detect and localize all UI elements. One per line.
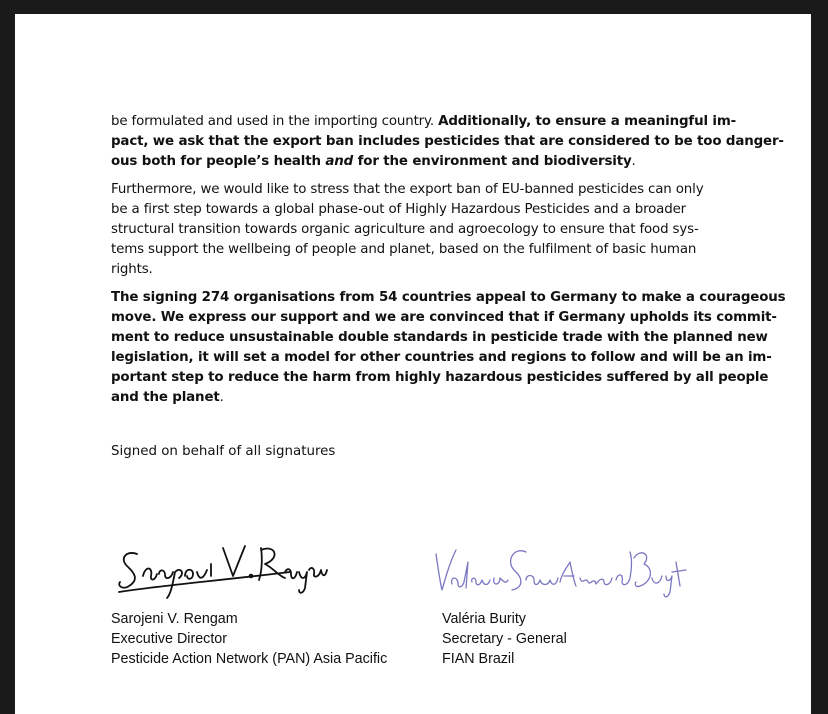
text-line [111, 260, 716, 280]
signatory-name: Valéria Burity [442, 611, 526, 627]
document-page [15, 14, 811, 714]
bold-text-run [325, 154, 353, 169]
paragraph-export-ban [111, 112, 784, 172]
bold-text-run: and the planet [111, 390, 220, 405]
signatory-block-1 [111, 609, 387, 669]
text-line [111, 240, 716, 260]
text-line [111, 152, 716, 172]
text-line [111, 132, 784, 152]
text-run: rights. [111, 262, 153, 277]
bold-text-run: portant step to reduce the harm from highly hazardous pesticides suffered by all people [111, 370, 769, 385]
text-run: tems support the wellbeing of people and planet, based on the fulfilment of basic human [111, 242, 697, 257]
bold-text-run: pact, we ask that the export ban includes pesticides that are considered to be too danger- [111, 134, 784, 149]
bold-text-run: move. We express our support and we are convinced that if Germany upholds its commit- [111, 310, 777, 325]
text-line [111, 288, 786, 308]
text-run: Furthermore, we would like to stress that the export ban of EU-banned pesticides can only [111, 182, 704, 197]
signature-valeria-burity [430, 542, 695, 604]
text-run: . [631, 154, 636, 169]
signatory-name: Sarojeni V. Rengam [111, 611, 238, 627]
text-line [111, 220, 716, 240]
signatory-title: Secretary - General [442, 631, 567, 647]
text-line [111, 308, 777, 328]
bold-text-run: ment to reduce unsustainable double standards in pesticide trade with the planned new [111, 330, 768, 345]
text-line [111, 112, 737, 132]
text-line [111, 180, 716, 200]
text-run: . [219, 390, 224, 405]
bold-text-run: The signing 274 organisations from 54 countries appeal to Germany to make a courageous [111, 290, 786, 305]
text-line [111, 368, 769, 388]
text-line [111, 328, 768, 348]
bold-text-run: Additionally, to ensure a meaningful im- [438, 114, 737, 129]
text-line [111, 348, 772, 368]
paragraph-appeal [111, 288, 786, 408]
signature-sarojeni-rengam [115, 536, 330, 604]
text-run: be a first step towards a global phase-out of Highly Hazardous Pesticides and a broader [111, 202, 687, 217]
text-line [111, 200, 716, 220]
letter-body [111, 112, 786, 416]
text-run: structural transition towards organic agriculture and agroecology to ensure that food sys- [111, 222, 699, 237]
paragraph-global-phase-out [111, 180, 716, 280]
text-line [111, 388, 716, 408]
signed-on-behalf-line: Signed on behalf of all signatures [111, 444, 336, 459]
bold-text-run: for the environment and biodiversity [353, 154, 632, 169]
signatory-title: Executive Director [111, 631, 228, 647]
signatory-block-2 [442, 609, 567, 669]
text-run: be formulated and used in the importing country. [111, 114, 439, 129]
signatory-organisation: FIAN Brazil [442, 651, 515, 667]
bold-text-run: legislation, it will set a model for other countries and regions to follow and will be an im- [111, 350, 772, 365]
emphasis-run: and [325, 154, 354, 169]
bold-text-run: ous both for people’s health [111, 154, 326, 169]
signatory-organisation: Pesticide Action Network (PAN) Asia Pacific [111, 651, 388, 667]
